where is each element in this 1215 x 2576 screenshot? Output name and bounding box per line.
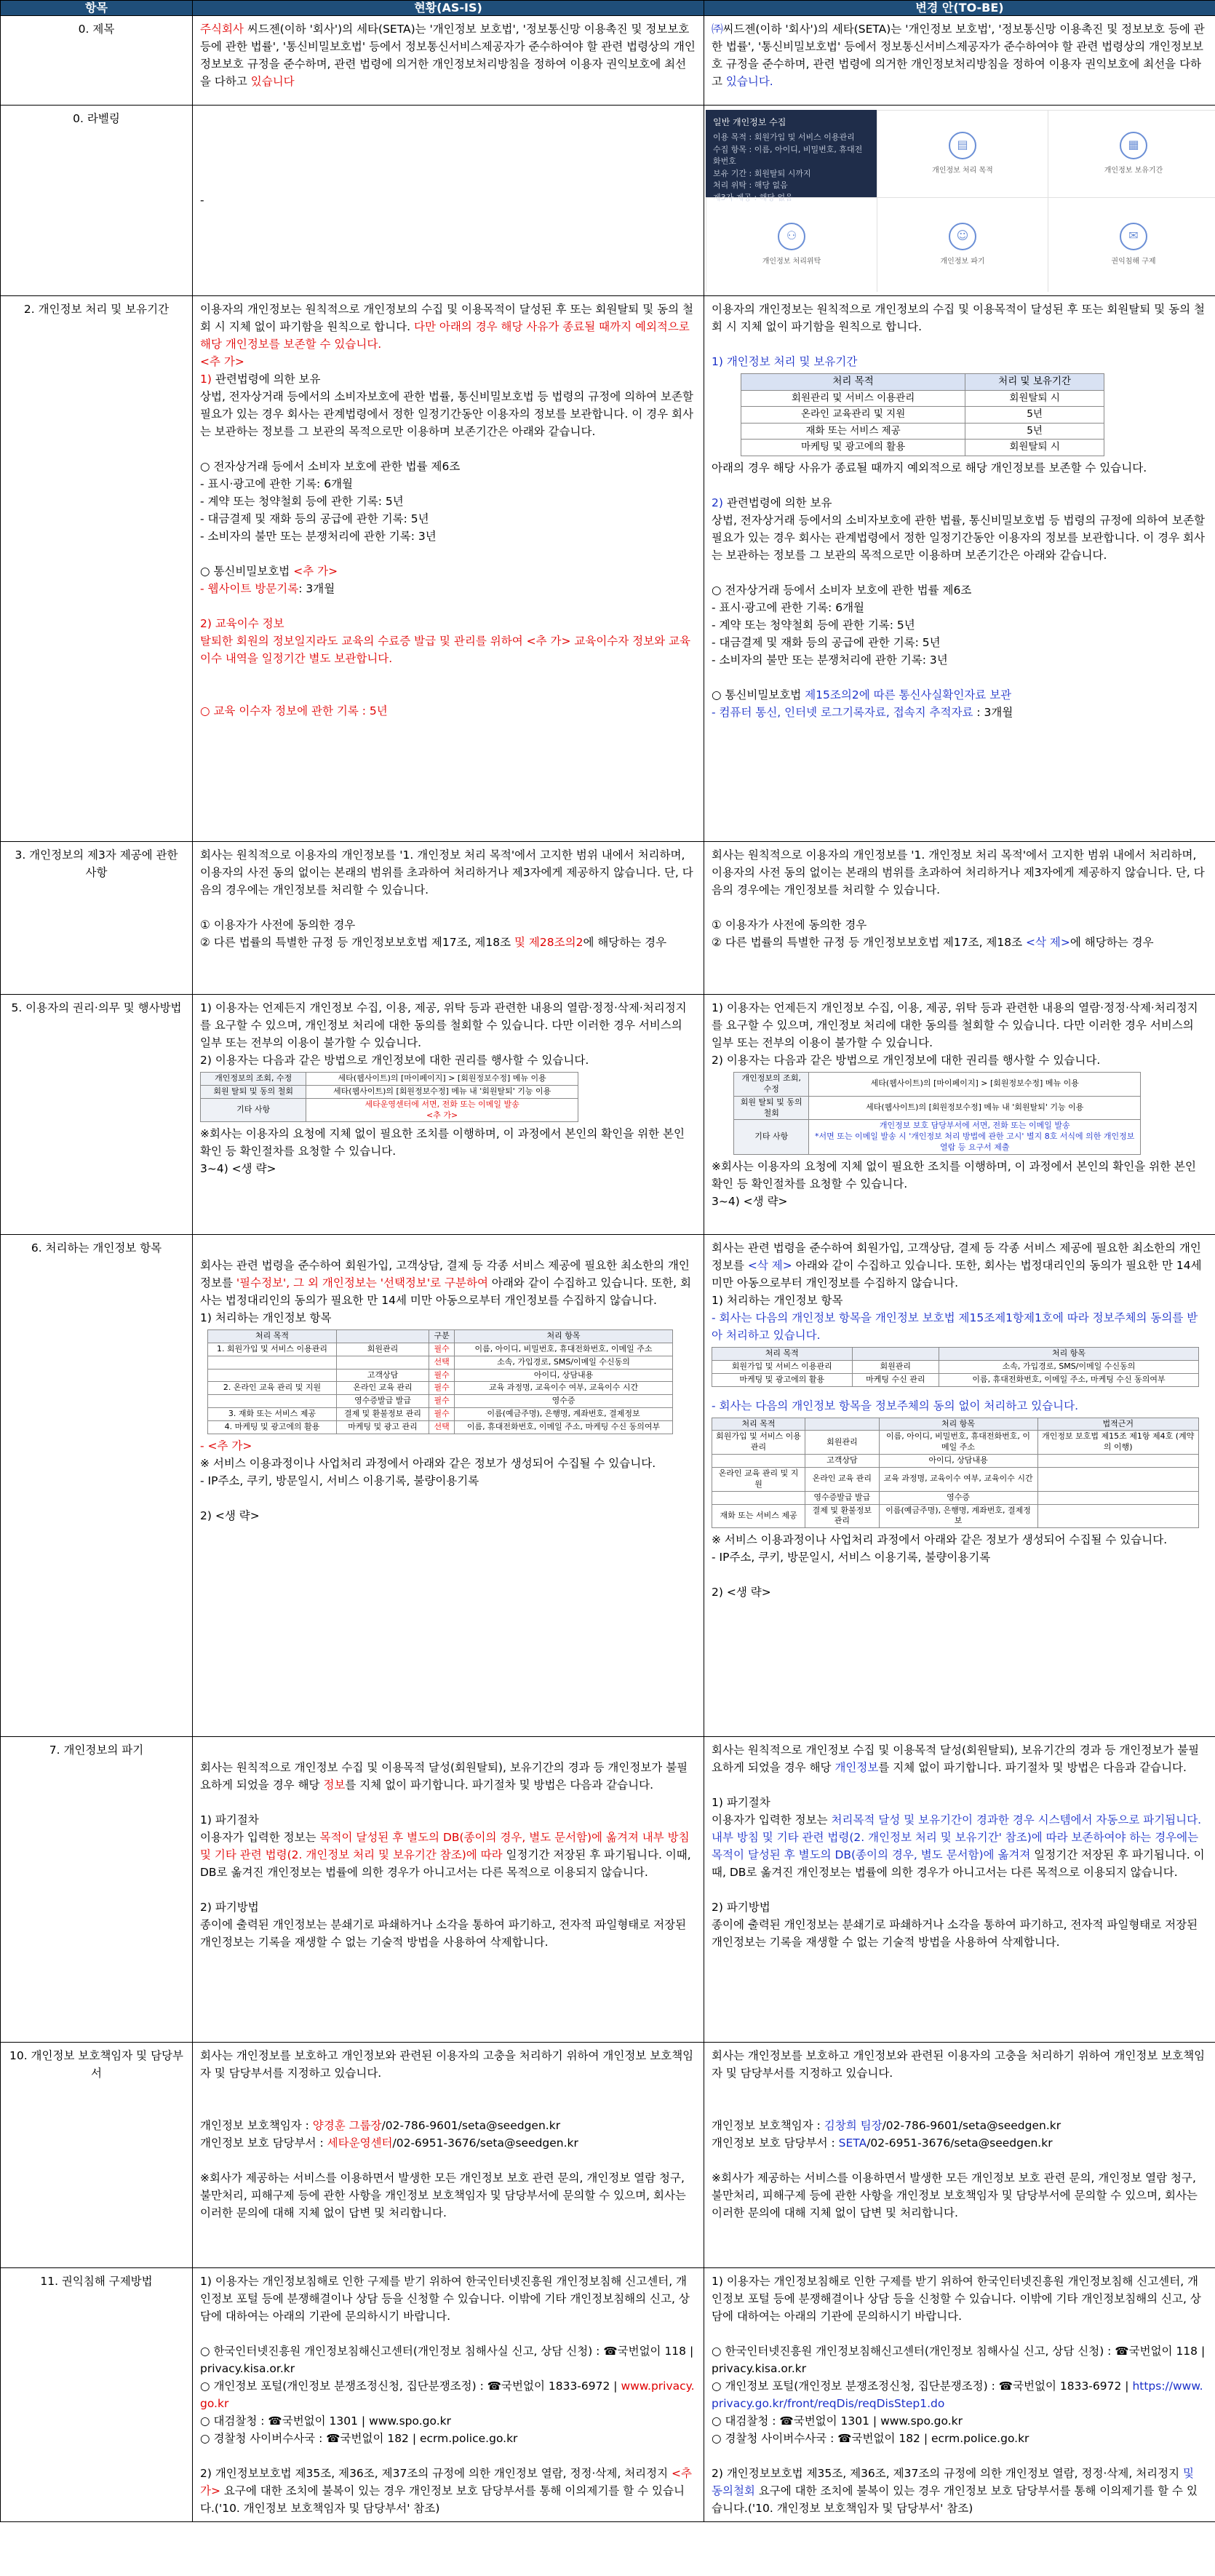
highlighted-text: 다만 아래의 경우 해당 사유가 종료될 때까지 예외적으로 해당 개인정보를 보존할 수 있습니다. <추 가> [200, 320, 690, 369]
text-run: 회사는 개인정보를 보호하고 개인정보와 관련된 이용자의 고충을 처리하기 위하여 개인정보 보호책임자 및 담당부서를 지정하고 있습니다. 개인정보 보호책임자 : [712, 2049, 1206, 2133]
table-row [734, 1120, 1141, 1155]
table-cell: 온라인 교육 관리 및 지원 [712, 1468, 805, 1492]
tobe-cell [704, 995, 1215, 1235]
highlighted-text: 있습니다 [250, 75, 295, 89]
table-cell: 필수 [429, 1369, 455, 1382]
table-cell: 5년 [965, 423, 1104, 440]
text-run: 를 지체 없이 파기합니다. 파기절차 및 방법은 다음과 같습니다. 1) 파기절차 이용자가 입력한 정보는 [200, 1778, 654, 1845]
asis-text [200, 301, 696, 720]
table-cell [712, 1491, 805, 1504]
tobe-text [712, 1741, 1208, 1951]
table-cell: 아이디, 상담내용 [879, 1455, 1037, 1468]
table-value-cell: 세타(웹사이트)의 [마이페이지] > [회원정보수정] 메뉴 이용 [809, 1073, 1141, 1097]
text-run: 회사는 원칙적으로 개인정보 수집 및 이용목적 달성(회원탈퇴), 보유기간의 경과 등 개인정보가 불필요하게 되었을 경우 해당 [200, 1761, 688, 1792]
text-run: ※ 서비스 이용과정이나 사업처리 과정에서 아래와 같은 정보가 생성되어 수집될 수 있습니다. - IP주소, 쿠키, 방문일시, 서비스 이용기록, 불량이용기록 2) <생 략> [200, 1456, 656, 1522]
label-tile-text: 개인정보 파기 [940, 257, 985, 266]
table-cell: 온라인 교육 관리 [805, 1468, 879, 1492]
tobe-cell [704, 296, 1215, 842]
tobe-text [712, 20, 1208, 90]
table-cell: 영수증발급 발급 [336, 1395, 429, 1408]
tobe-text [712, 459, 1208, 721]
table-header-cell: 구분 [429, 1330, 455, 1343]
row-title [1, 16, 1215, 106]
asis-cell [193, 1235, 704, 1737]
table-row [208, 1369, 673, 1382]
table-cell: 교육 과정명, 교육이수 여부, 교육이수 시간 [455, 1382, 673, 1395]
table-header-cell: 법적근거 [1037, 1418, 1198, 1431]
table-header-cell: 처리 항목 [939, 1348, 1198, 1361]
table-cell: 교육 과정명, 교육이수 여부, 교육이수 시간 [879, 1468, 1037, 1492]
row-retention [1, 296, 1215, 842]
row-rights [1, 995, 1215, 1235]
asis-cell [193, 1737, 704, 2043]
table-cell [1037, 1468, 1198, 1492]
users-icon: ⚇ [778, 223, 805, 250]
table-cell: 소속, 가입경로, SMS/이메일 수신동의 [939, 1360, 1198, 1373]
asis-text: 1) 이용자는 언제든지 개인정보 수집, 이용, 제공, 위탁 등과 관련한 내용의 열람·정정·삭제·처리정지를 요구할 수 있으며, 개인정보 처리에 대한 동의를 철회할 수 있습니다. 다만 이러한 경우 서비스의 일부 또는 전부의 이용이 불가할 수 있습니다. 2) 이용자는 다음과 같은 방법으로 개인정보에 대한 권리를 행사할 수 있습니다. [200, 1001, 687, 1068]
item-label: 0. 제목 [1, 16, 193, 106]
tobe-text: ※회사는 이용자의 요청에 지체 없이 필요한 조치를 이행하며, 이 과정에서 본인의 확인을 위한 본인 확인 등 확인절차를 요청할 수 있습니다. 3~4) <생 략> [712, 1159, 1196, 1208]
table-row [734, 1096, 1141, 1120]
table-row [741, 390, 1104, 407]
label-panel-line: 처리 위탁 : 해당 없음 [713, 180, 788, 190]
table-cell: 마케팅 및 광고 관리 [336, 1420, 429, 1434]
table-cell: 선택 [429, 1420, 455, 1434]
item-label: 2. 개인정보 처리 및 보유기간 [1, 296, 193, 842]
highlighted-text: ㈜ [712, 23, 723, 36]
text-run: 회사는 개인정보를 보호하고 개인정보와 관련된 이용자의 고충을 처리하기 위하여 개인정보 보호책임자 및 담당부서를 지정하고 있습니다. 개인정보 보호책임자 : [200, 2049, 694, 2133]
table-row [712, 1431, 1199, 1455]
table-row [741, 440, 1104, 456]
highlighted-text: <삭 제> [747, 1259, 792, 1273]
table-cell: 마케팅 및 광고에의 활용 [712, 1373, 853, 1386]
label-panel-line: 보유 기간 : 회원탈퇴 시까지 [713, 168, 811, 178]
table-header-cell: 처리 항목 [879, 1418, 1037, 1431]
highlighted-text: <삭 제> [1026, 936, 1070, 950]
tobe-text: - 회사는 다음의 개인정보 항목을 정보주체의 동의 없이 처리하고 있습니다. [712, 1399, 1079, 1412]
table-cell: 온라인 교육 관리 [336, 1382, 429, 1395]
table-row [741, 423, 1104, 440]
tobe-cell [704, 2043, 1215, 2268]
item-label: 10. 개인정보 보호책임자 및 담당부서 [1, 2043, 193, 2268]
text-run: : 3개월 [973, 706, 1013, 720]
table-cell: 아이디, 상담내용 [455, 1369, 673, 1382]
table-cell [208, 1356, 337, 1369]
table-cell: 재화 또는 서비스 제공 [741, 423, 965, 440]
table-row [208, 1382, 673, 1395]
table-cell: 이름, 아이디, 비밀번호, 휴대전화번호, 이메일 주소 [879, 1431, 1037, 1455]
text-run: 회사는 관련 법령을 준수하여 회원가입, 고객상담, 결제 등 각종 서비스 제공에 필요한 최소한의 개인정보를 [712, 1241, 1201, 1273]
table-cell: 재화 또는 서비스 제공 [712, 1504, 805, 1528]
table-cell: 온라인 교육관리 및 지원 [741, 407, 965, 424]
table-row [712, 1504, 1199, 1528]
highlighted-text: 김창희 팀장 [824, 2119, 883, 2133]
tobe-cell [704, 1235, 1215, 1737]
table-cell: 영수증 [879, 1491, 1037, 1504]
table-cell: 고객상담 [805, 1455, 879, 1468]
table-cell [712, 1455, 805, 1468]
tobe-cell [704, 16, 1215, 106]
label-tile [877, 110, 1048, 197]
chat-icon: ✉ [1120, 223, 1147, 250]
tobe-text [712, 846, 1208, 951]
table-header-row [208, 1330, 673, 1343]
table-cell: 필수 [429, 1395, 455, 1408]
label-tile-text: 개인정보 보유기간 [1104, 166, 1163, 175]
text-run: 1) 이용자는 개인정보침해로 인한 구제를 받기 위하여 한국인터넷진흥원 개인정보침해 신고센터, 개인정보 포털 등에 분쟁해결이나 상담 등을 신청할 수 있습니다. 이밖에 기타 개인정보침해의 신고, 상담에 대하여는 아래의 기관에 문의하시기 바랍니다. ○ 한국인터넷진흥원 개인정보침해신고센터(개인정보 침해사실 신고, 상담 신청) : ☎국번없이 118 | privacy.kisa.or.kr ○ 개인정보 포털(개인정보 분쟁조정신청, 집단분쟁조정) : ☎국번없이 1833-6972 | [200, 2275, 694, 2393]
item-label: 6. 처리하는 개인정보 항목 [1, 1235, 193, 1737]
table-cell: 이름, 휴대전화번호, 이메일 주소, 마케팅 수신 동의여부 [455, 1420, 673, 1434]
table-cell: 3. 재화 또는 서비스 제공 [208, 1408, 337, 1421]
table-row [741, 407, 1104, 424]
table-cell: 회원탈퇴 시 [965, 440, 1104, 456]
asis-cell [193, 2043, 704, 2268]
text-run: /02-786-9601/seta@seedgen.kr 개인정보 보호 담당부서 : [712, 2119, 1061, 2150]
table-key-cell: 회원 탈퇴 및 동의 철회 [201, 1085, 306, 1098]
consent-items-table [712, 1347, 1199, 1387]
no-consent-items-table [712, 1418, 1199, 1529]
text-run: 를 지체 없이 파기합니다. 파기절차 및 방법은 다음과 같습니다. 1) 파기절차 이용자가 입력한 정보는 [712, 1761, 1187, 1827]
table-cell: 회원관리 및 서비스 이용관리 [741, 390, 965, 407]
table-header-cell [336, 1330, 429, 1343]
table-key-cell: 개인정보의 조회, 수정 [734, 1073, 809, 1097]
text-run: 1) 이용자는 개인정보침해로 인한 구제를 받기 위하여 한국인터넷진흥원 개인정보침해 신고센터, 개인정보 포털 등에 분쟁해결이나 상담 등을 신청할 수 있습니다. 이밖에 기타 개인정보침해의 신고, 상담에 대하여는 아래의 기관에 문의하시기 바랍니다. ○ 한국인터넷진흥원 개인정보침해신고센터(개인정보 침해사실 신고, 상담 신청) : ☎국번없이 118 | privacy.kisa.or.kr ○ 개인정보 포털(개인정보 분쟁조정신청, 집단분쟁조정) : ☎국번없이 1833-6972 | [712, 2275, 1206, 2393]
label-tile-text: 개인정보 처리위탁 [762, 257, 821, 266]
header-asis: 현황(AS-IS) [193, 1, 704, 16]
highlighted-text: '필수정보', 그 외 개인정보는 '선택정보'로 구분하여 [236, 1276, 488, 1290]
table-cell: 영수증 [455, 1395, 673, 1408]
table-header-cell: 처리 목적 [712, 1348, 853, 1361]
table-cell: 이름, 휴대전화번호, 이메일 주소, 마케팅 수신 동의여부 [939, 1373, 1198, 1386]
rights-table [733, 1072, 1141, 1155]
retention-table [741, 373, 1104, 456]
item-label: 3. 개인정보의 제3자 제공에 관한 사항 [1, 842, 193, 995]
table-cell: 필수 [429, 1408, 455, 1421]
table-header-cell: 처리 및 보유기간 [965, 374, 1104, 391]
row-officer [1, 2043, 1215, 2268]
text-run: /02-6951-3676/seta@seedgen.kr ※회사가 제공하는 서비스를 이용하면서 발생한 모든 개인정보 보호 관련 문의, 개인정보 열람 청구, 불만처리, 피해구제 등에 관한 사항을 개인정보 보호책임자 및 담당부서에 문의할 수 있으며, 회사는 이러한 문의에 대해 지체 없이 답변 및 처리합니다. [200, 2136, 686, 2220]
highlighted-text: - <추 가> [200, 1439, 252, 1452]
table-row [712, 1491, 1199, 1504]
item-label: 11. 권익침해 구제방법 [1, 2268, 193, 2522]
asis-text [200, 2273, 696, 2517]
label-panel-line: 이용 목적 : 회원가입 및 서비스 이용관리 [713, 132, 855, 142]
item-label: 5. 이용자의 권리·의무 및 행사방법 [1, 995, 193, 1235]
text-run: 관련법령에 의한 보유 상법, 전자상거래 등에서의 소비자보호에 관한 법률, 통신비밀보호법 등 법령의 규정에 의하여 보존할 필요가 있는 경우 회사는 관계법령에서 정한 일정기간동안 이용자의 정보를 보관합니다. 이 경우 회사는 보관하는 정보를 그 보관의 목적으로만 이용하며 보존기간은 아래와 같습니다. ○ 전자상거래 등에서 소비자 보호에 관한 법률 제6조 - 표시·광고에 관한 기록: 6개월 - 계약 또는 청약철회 등에 관한 기록: 5년 - 대금결제 및 재화 등의 공급에 관한 기록: 5년 - 소비자의 불만 또는 분쟁처리에 관한 기록: 3년 ○ 통신비밀보호법 [712, 496, 1205, 702]
table-cell: 이름(예금주명), 은행명, 계좌번호, 결제정보 [455, 1408, 673, 1421]
table-row [734, 1073, 1141, 1097]
row-processed-items [1, 1235, 1215, 1737]
asis-cell [193, 16, 704, 106]
table-cell: 영수증발급 발급 [805, 1491, 879, 1504]
text-run: 이용자의 개인정보는 원칙적으로 개인정보의 수집 및 이용목적이 달성된 후 또는 회원탈퇴 및 동의 철회 시 지체 없이 파기함을 원칙으로 합니다. [712, 303, 1205, 334]
highlighted-text: 개인정보 [834, 1761, 879, 1775]
tobe-text [712, 2273, 1208, 2517]
highlighted-text: 및 제28조의2 [514, 936, 583, 950]
text-run: 씨드젠(이하 '회사')의 세타(SETA)는 '개인정보 보호법', '정보통신망 이용촉진 및 정보보호 등에 관한 법률', '통신비밀보호법' 등에서 정보통신서비스제공자가 준수하여야 할 관련 법령상의 개인정보보호 규정을 준수하며, 관련 법령에 의거한 개인정보처리방침을 정하여 이용자 권익보호에 최선을 다하고 [200, 23, 696, 89]
table-header-row [712, 1418, 1199, 1431]
table-row [712, 1468, 1199, 1492]
table-cell: 4. 마케팅 및 광고에의 활용 [208, 1420, 337, 1434]
table-cell [1037, 1504, 1198, 1528]
table-cell: 회원가입 및 서비스 이용관리 [712, 1360, 853, 1373]
label-summary-panel [706, 110, 877, 202]
tobe-text: ※ 서비스 이용과정이나 사업처리 과정에서 아래와 같은 정보가 생성되어 수집될 수 있습니다. - IP주소, 쿠키, 방문일시, 서비스 이용기록, 불량이용기록 2) <생 략> [712, 1533, 1168, 1599]
highlighted-text: 양경훈 그룹장 [312, 2119, 382, 2133]
highlighted-text: 처리목적 달성 및 보유기간이 경과한 경우 시스템에서 자동으로 파기됩니다. 내부 방침 및 기타 관련 법령(2. 개인정보 처리 및 보유기간' 참조)에 따라 보존하여야 하는 경우에는 목적이 달성된 후 별도의 DB(종이의 경우, 별도 문서함)에 옮겨져 [712, 1813, 1205, 1862]
table-header-cell: 처리 목적 [208, 1330, 337, 1343]
calendar-icon: ▦ [1120, 132, 1147, 159]
table-row [712, 1455, 1199, 1468]
table-key-cell: 회원 탈퇴 및 동의 철회 [734, 1096, 809, 1120]
table-value-cell: 세타운영센터에 서면, 전화 또는 이메일 발송 <추 가> [306, 1098, 578, 1122]
text-run: 요구에 대한 조치에 불복이 있는 경우 개인정보 보호 담당부서를 통해 이의제기를 할 수 있습니다.('10. 개인정보 보호책임자 및 담당부서' 참조) [200, 2484, 685, 2516]
table-cell: 회원가입 및 서비스 이용관리 [712, 1431, 805, 1455]
table-cell: 1. 회원가입 및 서비스 이용관리 [208, 1343, 337, 1356]
highlighted-text: 제15조의2에 따른 통신사실확인자료 보관 - 컴퓨터 통신, 인터넷 로그기록자료, 접속지 추적자료 [712, 688, 1012, 720]
table-cell [208, 1369, 337, 1382]
text-run: 일정기간 저장된 후 파기됩니다. 이때, DB로 옮겨진 개인정보는 법률에 의한 경우가 아니고서는 다른 목적으로 이용되지 않습니다. 2) 파기방법 종이에 출력된 개인정보는 분쇄기로 파쇄하거나 소각을 통하여 파기하고, 전자적 파일형태로 저장된 개인정보는 기록을 재생할 수 없는 기술적 방법을 사용하여 삭제합니다. [712, 1848, 1205, 1949]
asis-text: ※회사는 이용자의 요청에 지체 없이 필요한 조치를 이행하며, 이 과정에서 본인의 확인을 위한 본인 확인 등 확인절차를 요청할 수 있습니다. 3~4) <생 략> [200, 1127, 685, 1176]
text-run: 아래와 같이 수집하고 있습니다. 또한, 회사는 법정대리인의 동의가 필요한 만 14세 미만 아동으로부터 개인정보를 수집하지 않습니다. 1) 처리하는 개인정보 항목 [200, 1276, 691, 1325]
asis-cell [193, 842, 704, 995]
label-panel-line: 제3자 제공 : 해당 없음 [713, 192, 793, 202]
label-panel-line: 수집 항목 : 이름, 아이디, 비밀번호, 휴대전화번호 [713, 144, 863, 166]
item-label: 7. 개인정보의 파기 [1, 1737, 193, 2043]
text-run: 관련법령에 의한 보유 상법, 전자상거래 등에서의 소비자보호에 관한 법률, 통신비밀보호법 등 법령의 규정에 의하여 보존할 필요가 있는 경우 회사는 관계법령에서 정한 일정기간동안 이용자의 정보를 보관합니다. 이 경우 회사는 보관하는 정보를 그 보관의 목적으로만 이용하며 보존기간은 아래와 같습니다. ○ 전자상거래 등에서 소비자 보호에 관한 법률 제6조 - 표시·광고에 관한 기록: 6개월 - 계약 또는 청약철회 등에 관한 기록: 5년 - 대금결제 및 재화 등의 공급에 관한 기록: 5년 - 소비자의 불만 또는 분쟁처리에 관한 기록: 3년 ○ 통신비밀보호법 [200, 373, 693, 579]
highlighted-text: SETA [838, 2136, 867, 2150]
label-tile [1048, 197, 1215, 292]
table-cell: 필수 [429, 1343, 455, 1356]
asis-cell [193, 296, 704, 842]
row-third-party [1, 842, 1215, 995]
table-cell: 이름, 아이디, 비밀번호, 휴대전화번호, 이메일 주소 [455, 1343, 673, 1356]
table-cell: 회원관리 [336, 1343, 429, 1356]
asis-cell [193, 2268, 704, 2522]
table-header-cell [852, 1348, 939, 1361]
text-run: ○ 대검찰청 : ☎국번없이 1301 | www.spo.go.kr ○ 경찰청 사이버수사국 : ☎국번없이 182 | ecrm.police.go.kr 2) 개인정보보호법 제35조, 제36조, 제37조의 규정에 의한 개인정보 열람, 정정·삭제, 처리정지 [712, 2414, 1180, 2481]
table-header-cell: 처리 목적 [712, 1418, 805, 1431]
table-header-row [712, 1348, 1199, 1361]
table-cell: 개인정보 보호법 제15조 제1항 제4호 (계약의 이행) [1037, 1431, 1198, 1455]
highlighted-text: 세타운영센터 [327, 2136, 393, 2150]
asis-text [200, 1741, 696, 1951]
asis-text [200, 846, 696, 951]
tobe-text [712, 2047, 1208, 2222]
table-cell: 결제 및 환불정보 관리 [336, 1408, 429, 1421]
text-run: 이용자의 개인정보는 원칙적으로 개인정보의 수집 및 이용목적이 달성된 후 또는 회원탈퇴 및 동의 철회 시 지체 없이 파기함을 원칙으로 합니다. [200, 303, 693, 334]
table-cell: 소속, 가입경로, SMS/이메일 수신동의 [455, 1356, 673, 1369]
table-key-cell: 개인정보의 조회, 수정 [201, 1073, 306, 1086]
asis-text [200, 1437, 696, 1524]
table-cell [1037, 1455, 1198, 1468]
table-value-cell: 세타(웹사이트)의 [회원정보수정] 메뉴 내 '회원탈퇴' 기능 이용 [809, 1096, 1141, 1120]
highlighted-text: 1) 개인정보 처리 및 보유기간 [712, 355, 858, 369]
text-run: 아래의 경우 해당 사유가 종료될 때까지 예외적으로 해당 개인정보를 보존할 수 있습니다. [712, 461, 1147, 474]
text-run: /02-786-9601/seta@seedgen.kr 개인정보 보호 담당부서 : [200, 2119, 561, 2150]
tobe-cell [704, 1737, 1215, 2043]
table-header-cell: 처리 항목 [455, 1330, 673, 1343]
table-cell: 회원관리 [805, 1431, 879, 1455]
label-panel-title: 일반 개인정보 수집 [713, 117, 786, 127]
asis-text [200, 2047, 696, 2222]
highlighted-text: 2) 교육이수 정보 탈퇴한 회원의 정보일지라도 교육의 수료증 발급 및 관리를 위하여 <추 가> 교육이수자 정보와 교육이수 내역을 일정기간 별도 보관합니다. ○ 교육 이수자 정보에 관한 기록 : 5년 [200, 617, 690, 718]
table-cell [1037, 1491, 1198, 1504]
text-run: 회사는 관련 법령을 준수하여 회원가입, 고객상담, 결제 등 각종 서비스 제공에 필요한 최소한의 개인정보를 [200, 1259, 690, 1290]
text-run: /02-6951-3676/seta@seedgen.kr ※회사가 제공하는 서비스를 이용하면서 발생한 모든 개인정보 보호 관련 문의, 개인정보 열람 청구, 불만처리, 피해구제 등에 관한 사항을 개인정보 보호책임자 및 담당부서에 문의할 수 있으며, 회사는 이러한 문의에 대해 지체 없이 답변 및 처리합니다. [712, 2136, 1198, 2220]
labeling-image [706, 110, 1212, 292]
header-item: 항목 [1, 1, 193, 16]
table-row [712, 1360, 1199, 1373]
label-tile [877, 197, 1048, 292]
person-icon: ☺ [949, 223, 976, 250]
text-run: 회사는 원칙적으로 개인정보 수집 및 이용목적 달성(회원탈퇴), 보유기간의 경과 등 개인정보가 불필요하게 되었을 경우 해당 [712, 1744, 1200, 1775]
table-cell: 고객상담 [336, 1369, 429, 1382]
table-cell: 회원탈퇴 시 [965, 390, 1104, 407]
asis-cell [193, 995, 704, 1235]
row-labeling [1, 106, 1215, 296]
highlighted-text: 정보 [323, 1778, 346, 1792]
text-run: 에 해당하는 경우 [1069, 936, 1154, 950]
highlighted-text: 2) [712, 496, 723, 509]
table-row [201, 1085, 578, 1098]
highlighted-text: 주식회사 [200, 23, 247, 36]
row-destruction [1, 1737, 1215, 2043]
text-run: ○ 대검찰청 : ☎국번없이 1301 | www.spo.go.kr ○ 경찰청 사이버수사국 : ☎국번없이 182 | ecrm.police.go.kr 2) 개인정보보호법 제35조, 제36조, 제37조의 규정에 의한 개인정보 열람, 정정·삭제, 처리정지 [200, 2414, 669, 2481]
table-cell: 2. 온라인 교육 관리 및 지원 [208, 1382, 337, 1395]
table-row [712, 1373, 1199, 1386]
tobe-text [712, 301, 1208, 370]
highlighted-text: www.privacy.go.kr [200, 2380, 695, 2411]
highlighted-text: - 웹사이트 방문기록 [200, 582, 299, 596]
tobe-text: 1) 이용자는 언제든지 개인정보 수집, 이용, 제공, 위탁 등과 관련한 내용의 열람·정정·삭제·처리정지를 요구할 수 있으며, 개인정보 처리에 대한 동의를 철회할 수 있습니다. 다만 이러한 경우 서비스의 일부 또는 전부의 이용이 불가할 수 있습니다. 2) 이용자는 다음과 같은 방법으로 개인정보에 대한 권리를 행사할 수 있습니다. [712, 1001, 1198, 1068]
table-value-cell: 세타(웹사이트)의 [마이페이지] > [회원정보수정] 메뉴 이용 [306, 1073, 578, 1086]
table-row [208, 1395, 673, 1408]
header-tobe: 변경 안(TO-BE) [704, 1, 1215, 16]
text-run: 아래와 같이 수집하고 있습니다. 또한, 회사는 법정대리인의 동의가 필요한 만 14세 미만 아동으로부터 개인정보를 수집하지 않습니다. 1) 처리하는 개인정보 항목 [712, 1259, 1202, 1308]
tobe-text [712, 1239, 1208, 1344]
table-cell [208, 1395, 337, 1408]
processed-items-table [207, 1329, 673, 1434]
tobe-cell [704, 106, 1215, 296]
table-row [208, 1408, 673, 1421]
table-cell: 5년 [965, 407, 1104, 424]
label-tile [706, 197, 877, 292]
text-run: 요구에 대한 조치에 불복이 있는 경우 개인정보 보호 담당부서를 통해 이의제기를 할 수 있습니다.('10. 개인정보 보호책임자 및 담당부서' 참조) [712, 2484, 1198, 2516]
table-header-cell [805, 1418, 879, 1431]
table-cell: 결제 및 환불정보 관리 [805, 1504, 879, 1528]
table-cell: 마케팅 수신 관리 [852, 1373, 939, 1386]
label-tile-text: 권익침해 구제 [1111, 257, 1156, 266]
highlighted-text: <추 가> [200, 2467, 696, 2498]
text-run: 씨드젠(이하 '회사')의 세타(SETA)는 '개인정보 보호법', '정보통신망 이용촉진 및 정보보호 등에 관한 법률', '통신비밀보호법' 등에서 정보통신서비스제공자가 준수하여야 할 관련 법령상의 개인정보보호 규정을 준수하며, 관련 법령에 의거한 개인정보처리방침을 정하여 이용자 권익보호에 최선을 다하고 [712, 23, 1205, 89]
label-tile-text: 개인정보 처리 목적 [932, 166, 993, 175]
table-key-cell: 기타 사항 [734, 1120, 809, 1155]
table-header-row [741, 374, 1104, 391]
table-cell [336, 1356, 429, 1369]
text-run: 에 해당하는 경우 [583, 936, 667, 950]
text-run: 회사는 원칙적으로 이용자의 개인정보를 '1. 개인정보 처리 목적'에서 고지한 범위 내에서 처리하며, 이용자의 사전 동의 없이는 본래의 범위를 초과하여 처리하거나 제3자에게 제공하지 않습니다. 단, 다음의 경우에는 개인정보를 처리할 수 있습니다. ① 이용자가 사전에 동의한 경우 ② 다른 법률의 특별한 규정 등 개인정보보호법 제17조, 제18조 [712, 848, 1205, 950]
table-row [201, 1098, 578, 1122]
text-run: : 3개월 [298, 582, 335, 596]
table-cell: 마케팅 및 광고에의 활용 [741, 440, 965, 456]
table-cell: 이름(예금주명), 은행명, 계좌번호, 결제정보 [879, 1504, 1037, 1528]
table-cell: 선택 [429, 1356, 455, 1369]
highlighted-text: https://www.privacy.go.kr/front/reqDis/reqDisStep1.do [712, 2380, 1203, 2411]
table-value-cell: 개인정보 보호 담당부서에 서면, 전화 또는 이메일 발송 *서면 또는 이메일 발송 시 '개인정보 처리 방법에 관한 고시' 별지 8호 서식에 의한 개인정보 열람 등 요구서 제출 [809, 1120, 1141, 1155]
header-row [1, 1, 1215, 16]
table-cell: 회원관리 [852, 1360, 939, 1373]
rights-table [200, 1072, 578, 1122]
table-row [201, 1073, 578, 1086]
highlighted-text: <추 가> [293, 565, 338, 579]
text-run: 회사는 원칙적으로 이용자의 개인정보를 '1. 개인정보 처리 목적'에서 고지한 범위 내에서 처리하며, 이용자의 사전 동의 없이는 본래의 범위를 초과하여 처리하거나 제3자에게 제공하지 않습니다. 단, 다음의 경우에는 개인정보를 처리할 수 있습니다. ① 이용자가 사전에 동의한 경우 ② 다른 법률의 특별한 규정 등 개인정보보호법 제17조, 제18조 [200, 848, 693, 950]
table-row [208, 1343, 673, 1356]
table-key-cell: 기타 사항 [201, 1098, 306, 1122]
table-header-cell: 처리 목적 [741, 374, 965, 391]
item-label: 0. 라벨링 [1, 106, 193, 296]
table-row [208, 1420, 673, 1434]
tobe-cell [704, 2268, 1215, 2522]
highlighted-text: - 회사는 다음의 개인정보 항목을 개인정보 보호법 제15조제1항제1호에 따라 정보주체의 동의를 받아 처리하고 있습니다. [712, 1311, 1198, 1343]
row-remedies [1, 2268, 1215, 2522]
asis-text [200, 20, 696, 90]
text-run: 일정기간 저장된 후 파기됩니다. 이때, DB로 옮겨진 개인정보는 법률에 의한 경우가 아니고서는 다른 목적으로 이용되지 않습니다. 2) 파기방법 종이에 출력된 개인정보는 분쇄기로 파쇄하거나 소각을 통하여 파기하고, 전자적 파일형태로 저장된 개인정보는 기록을 재생할 수 없는 기술적 방법을 사용하여 삭제합니다. [200, 1848, 691, 1949]
asis-text: - [200, 194, 204, 207]
tobe-cell [704, 842, 1215, 995]
table-row [208, 1356, 673, 1369]
asis-text [200, 1239, 696, 1327]
document-icon: ▤ [949, 132, 976, 159]
label-tile [1048, 110, 1215, 197]
asis-cell [193, 106, 704, 296]
highlighted-text: 및 동의철회 [712, 2467, 1198, 2498]
table-cell: 필수 [429, 1382, 455, 1395]
highlighted-text: 목적이 달성된 후 별도의 DB(종이의 경우, 별도 문서함)에 옮겨져 내부 방침 및 기타 관련 법령(2. 개인정보 처리 및 보유기간 참조)에 따라 [200, 1831, 693, 1862]
highlighted-text: 있습니다. [725, 75, 773, 89]
highlighted-text: 1) [200, 373, 212, 386]
table-value-cell: 세타(웹사이트)의 [회원정보수정] 메뉴 내 '회원탈퇴' 기능 이용 [306, 1085, 578, 1098]
